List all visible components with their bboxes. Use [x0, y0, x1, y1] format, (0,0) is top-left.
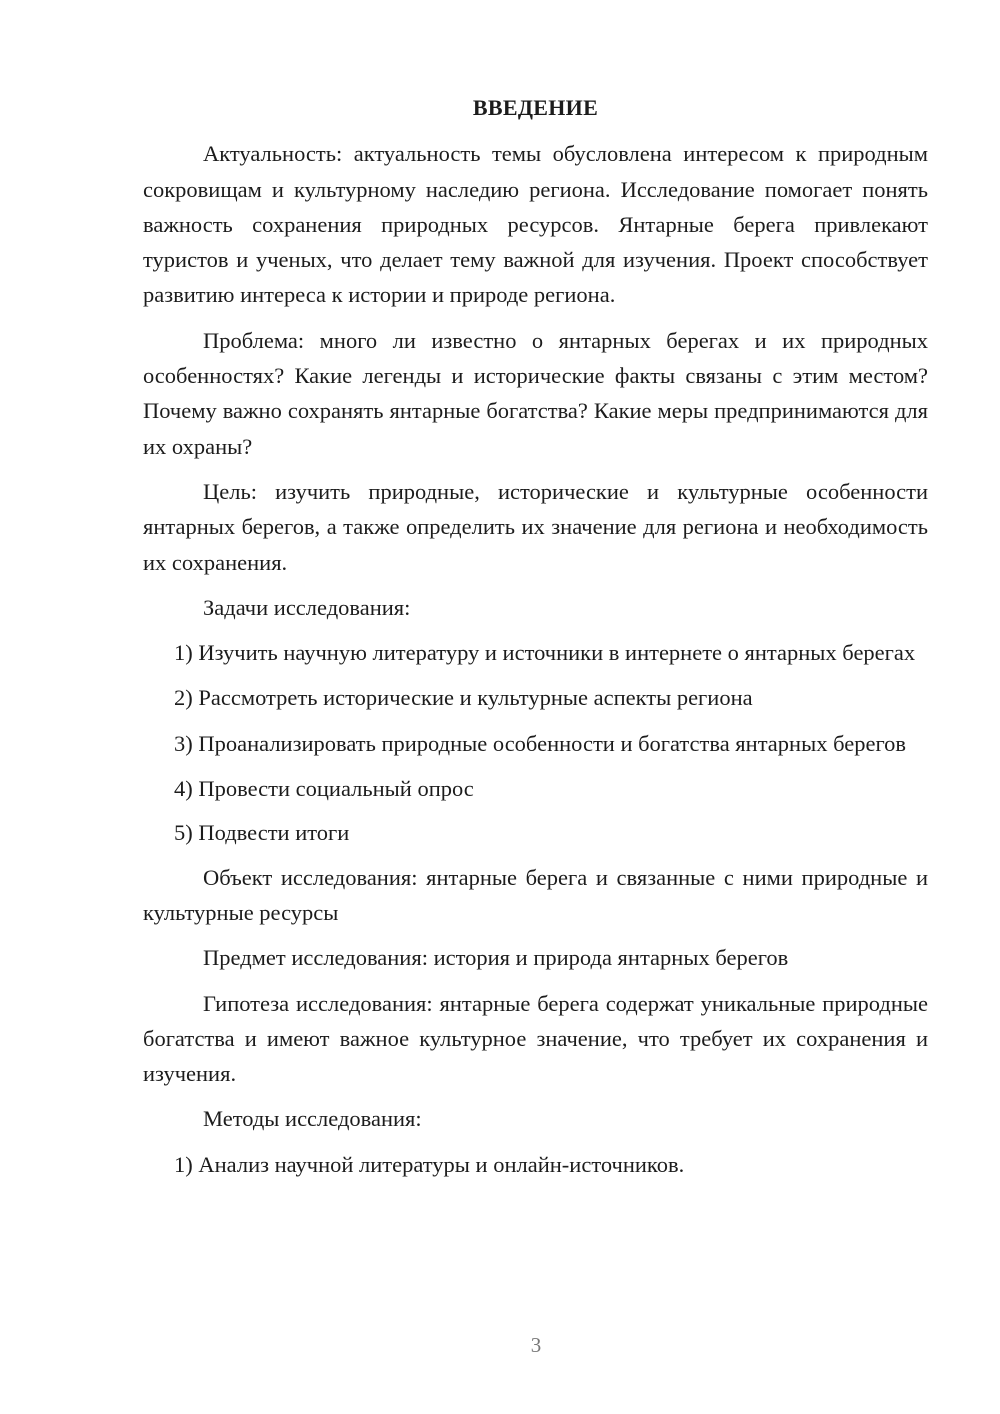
section-title: ВВЕДЕНИЕ: [472, 95, 599, 120]
page-number: 3: [530, 1333, 542, 1357]
tasks-heading: Задачи исследования:: [203, 594, 411, 620]
hypothesis-paragraph: Гипотеза исследования: янтарные берега содержат уникальные природные богатства и имеют важное культурное значение, что требует их сохранения и изучения.: [143, 990, 928, 1087]
methods-heading: Методы исследования:: [203, 1106, 422, 1132]
problem-paragraph: Проблема: много ли известно о янтарных берегах и их природных особенностях? Какие легенды и исторические факты связаны с этим местом? Почему важно сохранять янтарные богатства? Какие меры предпринимаются для их охраны?: [143, 327, 928, 459]
relevance-paragraph: Актуальность: актуальность темы обусловлена интересом к природным сокровищам и культурному наследию региона. Исследование помогает понять важность сохранения природных ресурсов. Янтарные берега привлекают туристов и ученых, что делает тему важной для изучения. Проект способствует развитию интереса к истории и природе региона.: [143, 141, 928, 308]
method-item-1: 1) Анализ научной литературы и онлайн-источников.: [174, 1151, 685, 1177]
task-item-3: 3) Проанализировать природные особенности и богатства янтарных берегов: [174, 730, 906, 756]
task-item-5: 5) Подвести итоги: [174, 820, 350, 846]
goal-paragraph: Цель: изучить природные, исторические и культурные особенности янтарных берегов, а также определить их значение для региона и необходимость их сохранения.: [143, 478, 928, 575]
object-paragraph: Объект исследования: янтарные берега и связанные с ними природные и культурные ресурсы: [143, 864, 928, 925]
subject-paragraph: Предмет исследования: история и природа янтарных берегов: [203, 945, 789, 971]
task-item-1: 1) Изучить научную литературу и источники в интернете о янтарных берегах: [174, 640, 916, 666]
task-item-2: 2) Рассмотреть исторические и культурные аспекты региона: [174, 685, 753, 711]
document-page: [143, 90, 928, 1192]
task-item-4: 4) Провести социальный опрос: [174, 776, 474, 802]
